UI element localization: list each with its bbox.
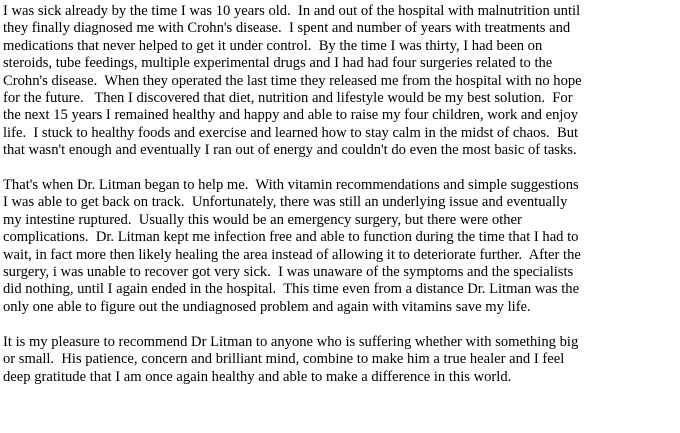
text-line: wait, in fact more then likely healing the area instead of allowing it to deteriorate further. After the (3, 246, 581, 263)
document-body (3, 3, 679, 403)
paragraph-1 (3, 3, 679, 160)
text-line: they finally diagnosed me with Crohn's disease. I spent and number of years with treatments and (3, 20, 571, 37)
paragraph-3 (3, 334, 679, 386)
paragraph-2 (3, 177, 679, 316)
text-line: That's when Dr. Litman began to help me. With vitamin recommendations and simple suggestions (3, 177, 579, 194)
text-line: I was sick already by the time I was 10 years old. In and out of the hospital with malnutrition until (3, 3, 581, 19)
text-line: I was able to get back on track. Unfortunately, there was still an underlying issue and eventually (3, 194, 568, 211)
text-line: steroids, tube feedings, multiple experimental drugs and I had had four surgeries related to the (3, 55, 553, 72)
text-line: did nothing, until I again ended in the hospital. This time even from a distance Dr. Litman was the (3, 281, 580, 298)
text-line: complications. Dr. Litman kept me infection free and able to function during the time that I had to (3, 229, 579, 246)
text-line: for the future. Then I discovered that diet, nutrition and lifestyle would be my best solution. For (3, 90, 573, 107)
text-line: that wasn't enough and eventually I ran out of energy and couldn't do even the most basic of tasks. (3, 142, 577, 159)
text-line: deep gratitude that I am once again healthy and able to make a difference in this world. (3, 368, 512, 385)
text-line: the next 15 years I remained healthy and happy and able to raise my four children, work and enjoy (3, 107, 579, 124)
text-line: surgery, i was unable to recover got very sick. I was unaware of the symptoms and the specialists (3, 264, 574, 281)
text-line: life. I stuck to healthy foods and exercise and learned how to stay calm in the midst of chaos. But (3, 124, 579, 141)
text-line: Crohn's disease. When they operated the last time they released me from the hospital with no hope (3, 72, 582, 89)
text-line: or small. His patience, concern and brilliant mind, combine to make him a true healer and I feel (3, 351, 565, 368)
text-line: my intestine ruptured. Usually this would be an emergency surgery, but there were other (3, 211, 522, 228)
text-line: It is my pleasure to recommend Dr Litman to anyone who is suffering whether with something big (3, 333, 579, 350)
text-line: only one able to figure out the undiagnosed problem and again with vitamins save my life. (3, 298, 531, 315)
text-line: medications that never helped to get it under control. By the time I was thirty, I had been on (3, 37, 543, 54)
